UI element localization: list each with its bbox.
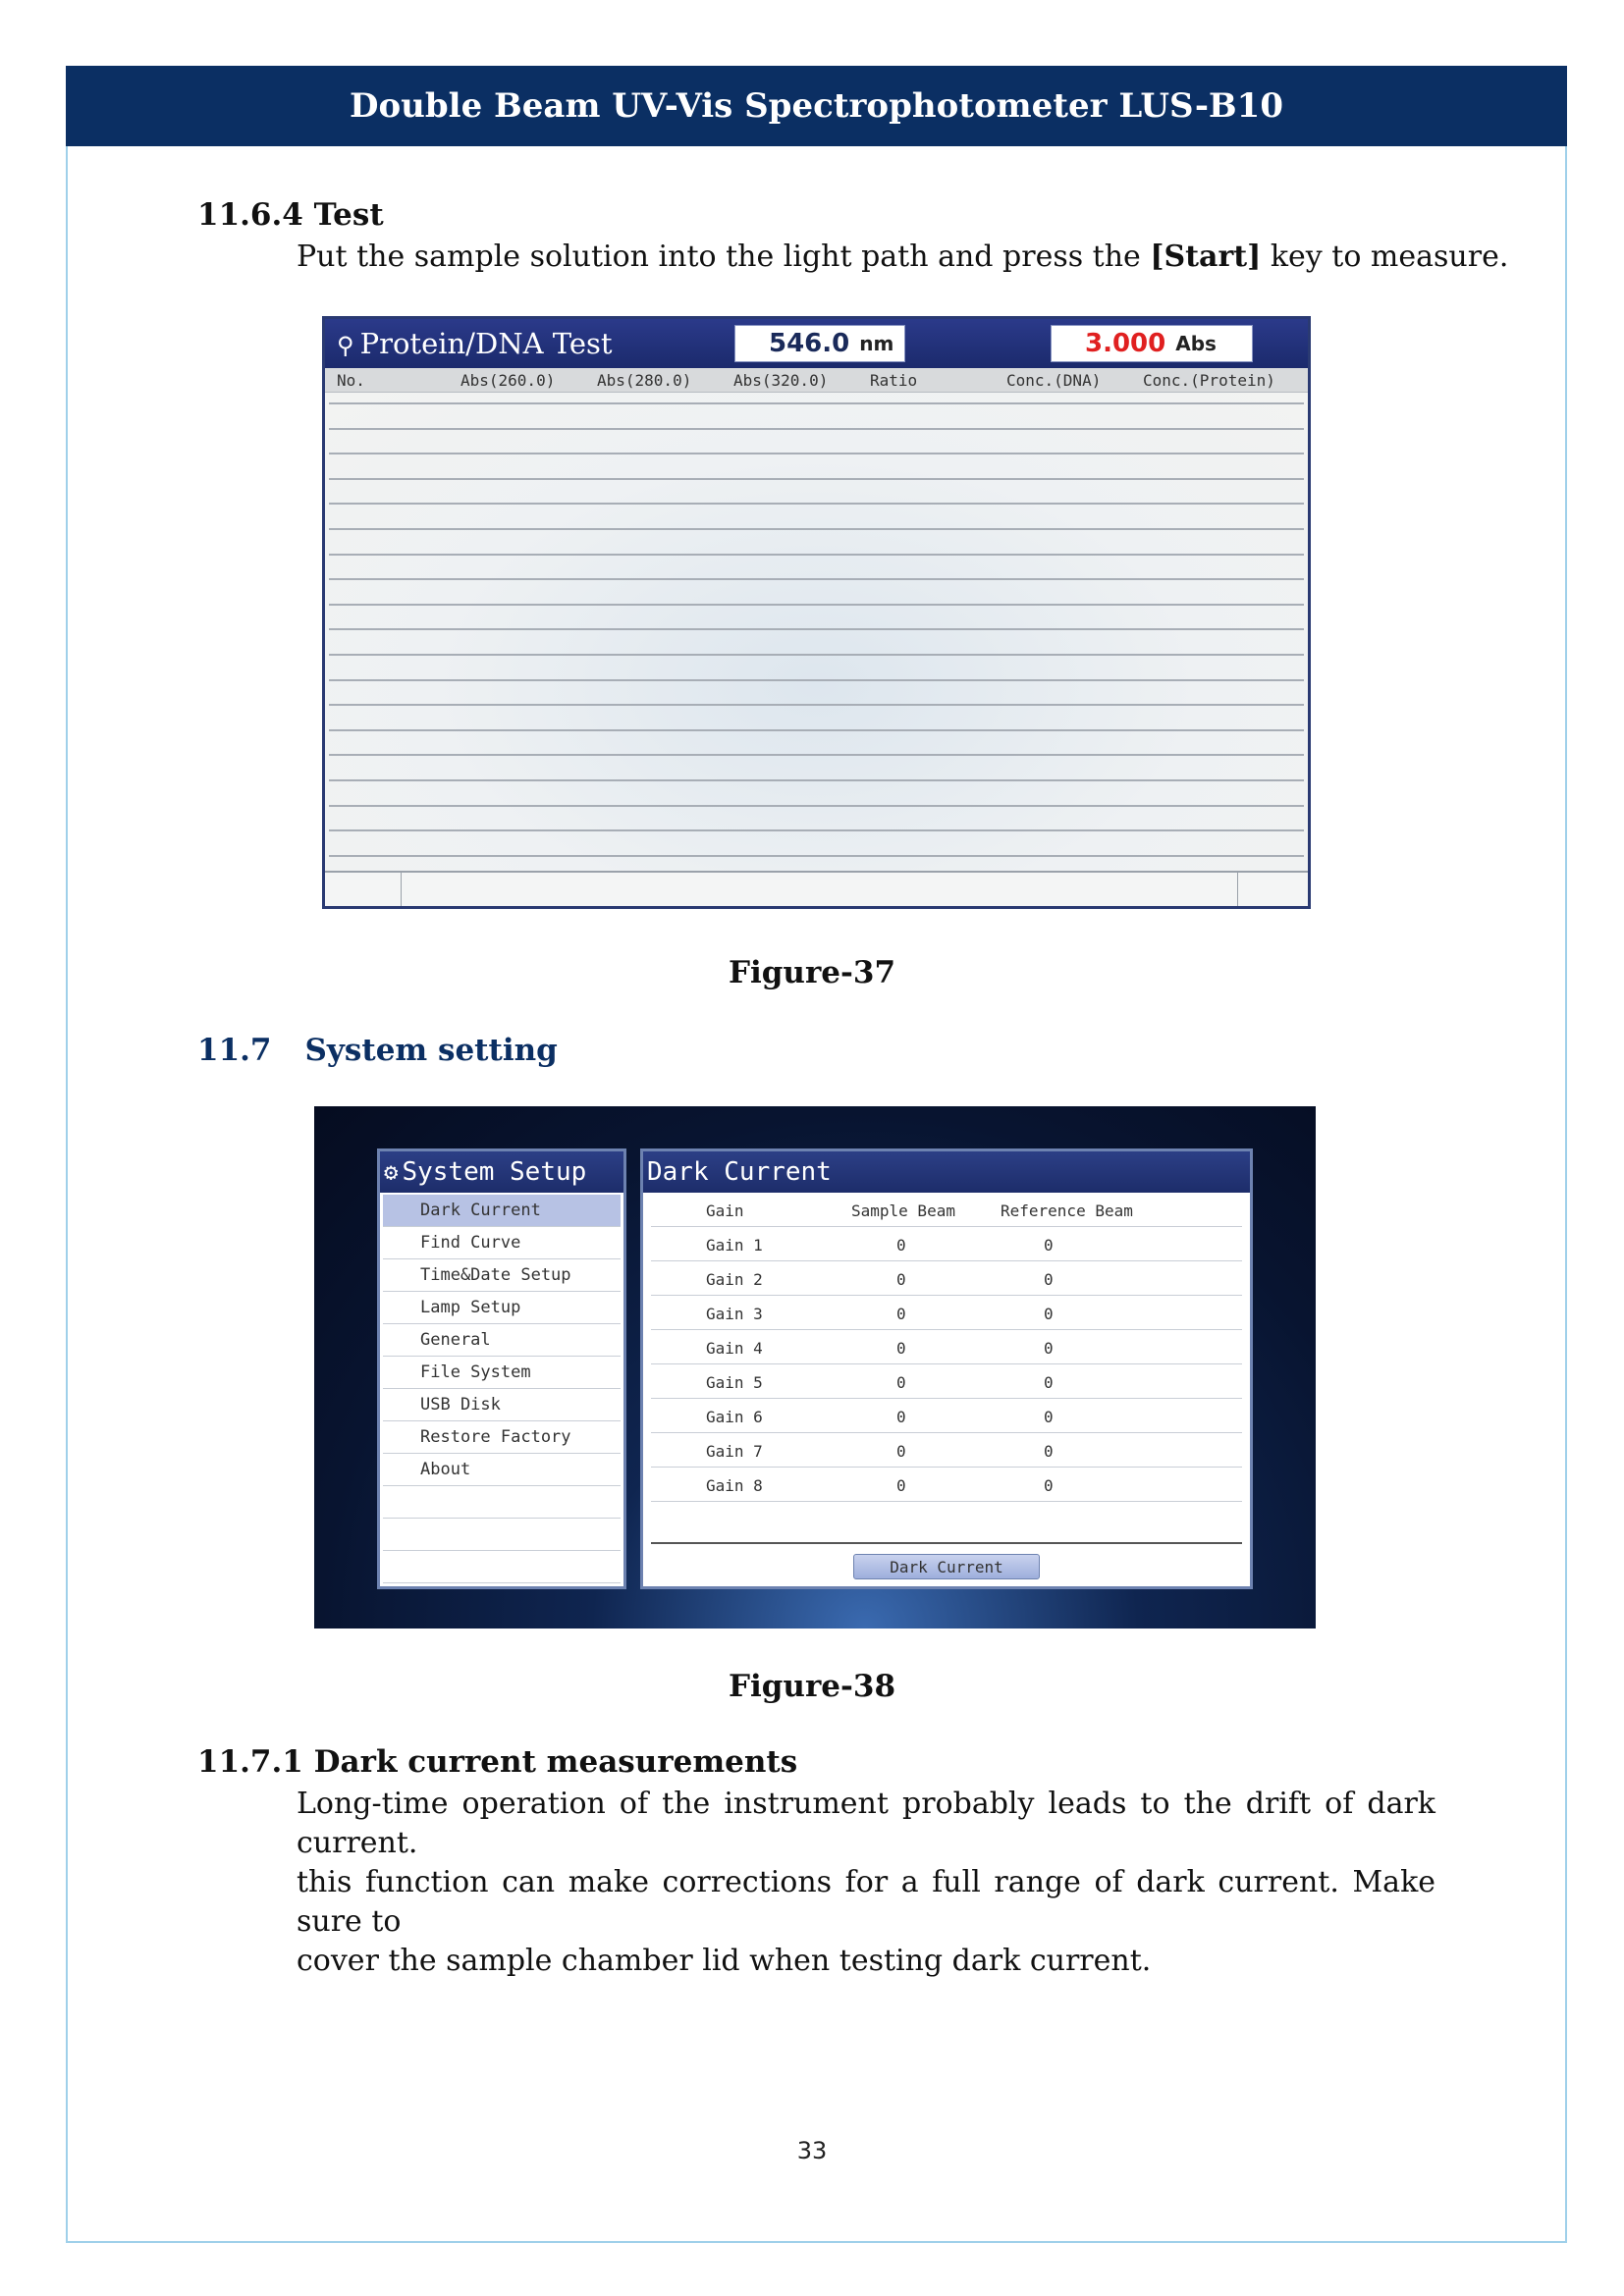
menu-item[interactable]: File System <box>383 1357 621 1389</box>
section-heading-system <box>197 1033 558 1068</box>
table-divider <box>651 1542 1242 1544</box>
absorbance-value: 3.000 <box>1085 329 1166 358</box>
paragraph-line: this function can make corrections for a full range of dark current. Make sure to <box>297 1865 1435 1939</box>
menu-item[interactable]: Lamp Setup <box>383 1292 621 1324</box>
menu-title-text: System Setup <box>402 1157 587 1187</box>
screen-title <box>337 327 613 360</box>
table-rule <box>329 704 1304 706</box>
dark-current-panel <box>640 1148 1253 1589</box>
result-table-header <box>325 368 1308 393</box>
gain-table-header <box>651 1193 1242 1227</box>
menu-item[interactable]: USB Disk <box>383 1389 621 1421</box>
screen-title-text: Protein/DNA Test <box>359 327 613 360</box>
table-cell: 0 <box>896 1408 906 1426</box>
table-rule <box>329 754 1304 756</box>
table-cell: Gain 2 <box>706 1270 763 1289</box>
gear-icon: ⚙ <box>384 1158 399 1186</box>
column-header: Reference Beam <box>1001 1201 1133 1220</box>
wavelength-unit: nm <box>859 332 894 355</box>
table-row <box>651 1296 1242 1330</box>
table-row <box>651 1330 1242 1364</box>
figure-37-caption: Figure-37 <box>728 955 896 990</box>
table-cell: Gain 8 <box>706 1476 763 1495</box>
table-rule <box>329 679 1304 681</box>
table-rule <box>329 503 1304 505</box>
document-title: Double Beam UV-Vis Spectrophotometer LUS-B10 <box>350 86 1283 126</box>
dark-current-description <box>297 1785 1435 1981</box>
section-number: 11.7 <box>197 1033 272 1068</box>
table-cell: 0 <box>1044 1373 1054 1392</box>
status-divider <box>1237 873 1238 906</box>
table-cell: 0 <box>1044 1339 1054 1358</box>
table-rule <box>329 628 1304 630</box>
table-rule <box>329 604 1304 606</box>
paragraph-line: cover the sample chamber lid when testing dark current. <box>297 1944 1152 1978</box>
table-rule <box>329 654 1304 656</box>
column-header: Conc.(Protein) <box>1143 370 1275 390</box>
paragraph-line: Long-time operation of the instrument probably leads to the drift of dark current. <box>297 1787 1435 1860</box>
menu-item[interactable]: Time&Date Setup <box>383 1259 621 1292</box>
table-rule <box>329 578 1304 580</box>
table-cell: Gain 7 <box>706 1442 763 1461</box>
system-setup-menu <box>377 1148 626 1589</box>
dark-current-button[interactable]: Dark Current <box>853 1554 1040 1579</box>
table-rule <box>329 779 1304 781</box>
menu-item-empty <box>383 1486 621 1519</box>
wavelength-display <box>734 325 905 362</box>
menu-item-empty <box>383 1551 621 1583</box>
table-row <box>651 1399 1242 1433</box>
table-rule <box>329 528 1304 530</box>
table-rule <box>329 554 1304 556</box>
table-cell: Gain 5 <box>706 1373 763 1392</box>
column-header: Abs(260.0) <box>460 370 556 390</box>
table-rule <box>329 453 1304 454</box>
column-header: Abs(320.0) <box>733 370 829 390</box>
section-heading-test: 11.6.4 Test <box>197 197 384 233</box>
column-header: Ratio <box>870 370 918 390</box>
start-key-label: [Start] <box>1150 240 1262 274</box>
test-instruction <box>297 238 1508 277</box>
page-number: 33 <box>796 2137 828 2164</box>
panel-title: Dark Current <box>643 1151 1250 1193</box>
table-cell: Gain 6 <box>706 1408 763 1426</box>
table-rule <box>329 855 1304 857</box>
table-cell: 0 <box>1044 1408 1054 1426</box>
gain-table-body <box>643 1227 1250 1502</box>
result-table-body[interactable] <box>325 393 1308 880</box>
table-cell: 0 <box>896 1305 906 1323</box>
menu-item[interactable]: Find Curve <box>383 1227 621 1259</box>
column-header: Sample Beam <box>851 1201 955 1220</box>
table-rule <box>329 729 1304 731</box>
table-rule <box>329 402 1304 404</box>
document-header <box>66 66 1567 146</box>
table-cell: Gain 1 <box>706 1236 763 1255</box>
probe-icon: ⚲ <box>337 332 354 359</box>
status-divider <box>401 873 402 906</box>
section-heading-dark-current: 11.7.1 Dark current measurements <box>197 1744 798 1780</box>
column-header: Conc.(DNA) <box>1006 370 1102 390</box>
table-row <box>651 1364 1242 1399</box>
menu-item[interactable]: Restore Factory <box>383 1421 621 1454</box>
menu-item-empty <box>383 1519 621 1551</box>
table-rule <box>329 428 1304 430</box>
screen-titlebar <box>325 319 1308 368</box>
table-cell: 0 <box>896 1270 906 1289</box>
section-title: System setting <box>304 1033 558 1068</box>
figure-38-caption: Figure-38 <box>728 1669 896 1704</box>
table-row <box>651 1433 1242 1468</box>
figure-38-system-setup-screen <box>314 1106 1316 1629</box>
column-header: No. <box>337 370 365 390</box>
test-text-after: key to measure. <box>1261 240 1509 274</box>
menu-item[interactable]: Dark Current <box>383 1195 621 1227</box>
wavelength-value: 546.0 <box>769 329 850 358</box>
screen-statusbar <box>325 871 1308 906</box>
table-cell: 0 <box>1044 1476 1054 1495</box>
table-cell: 0 <box>1044 1270 1054 1289</box>
table-row <box>651 1468 1242 1502</box>
menu-item[interactable]: General <box>383 1324 621 1357</box>
table-cell: 0 <box>896 1373 906 1392</box>
table-rule <box>329 805 1304 807</box>
test-text-before: Put the sample solution into the light path and press the <box>297 240 1151 274</box>
table-row <box>651 1227 1242 1261</box>
table-cell: 0 <box>896 1442 906 1461</box>
menu-title <box>380 1151 623 1193</box>
figure-37-protein-dna-screen <box>322 316 1311 909</box>
table-cell: 0 <box>896 1476 906 1495</box>
table-cell: 0 <box>896 1339 906 1358</box>
table-cell: 0 <box>896 1236 906 1255</box>
table-cell: Gain 4 <box>706 1339 763 1358</box>
table-row <box>651 1261 1242 1296</box>
column-header: Abs(280.0) <box>597 370 692 390</box>
table-cell: 0 <box>1044 1236 1054 1255</box>
table-cell: Gain 3 <box>706 1305 763 1323</box>
menu-item[interactable]: About <box>383 1454 621 1486</box>
menu-list <box>380 1193 623 1583</box>
table-cell: 0 <box>1044 1442 1054 1461</box>
table-rule <box>329 829 1304 831</box>
absorbance-display <box>1051 325 1253 362</box>
column-header: Gain <box>706 1201 744 1220</box>
table-rule <box>329 478 1304 480</box>
absorbance-unit: Abs <box>1175 332 1217 355</box>
table-cell: 0 <box>1044 1305 1054 1323</box>
